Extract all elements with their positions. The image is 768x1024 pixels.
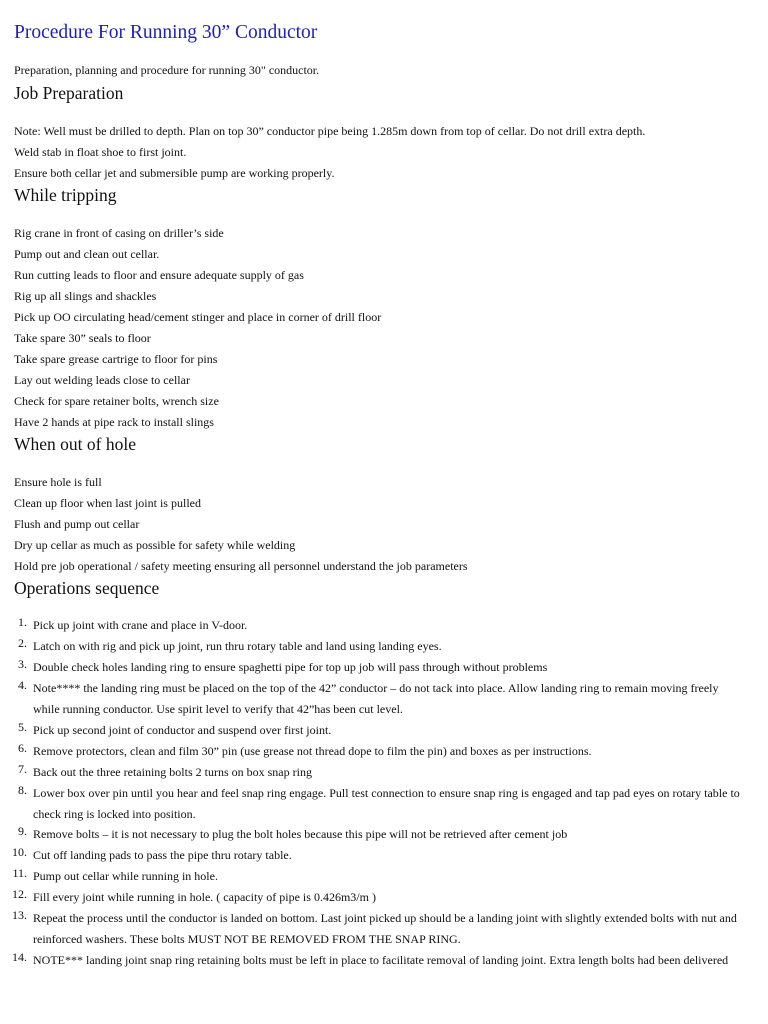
- heading-while-tripping: While tripping: [14, 185, 117, 205]
- item-number: 3.: [18, 657, 27, 671]
- tripping-line: Rig crane in front of casing on driller’s side: [14, 226, 224, 240]
- item-text: Remove bolts – it is not necessary to plug the bolt holes because this pipe will not be retrieved after cement job: [33, 827, 568, 841]
- out-of-hole-line: Hold pre job operational / safety meeting ensuring all personnel understand the job parameters: [14, 559, 468, 573]
- item-text: Fill every joint while running in hole. ( capacity of pipe is 0.426m3/m ): [33, 890, 376, 904]
- item-text: Pump out cellar while running in hole.: [33, 869, 218, 883]
- item-text: Pick up joint with crane and place in V-door.: [33, 618, 248, 632]
- item-number: 7.: [18, 762, 27, 776]
- document-intro: Preparation, planning and procedure for running 30" conductor.: [14, 63, 320, 77]
- tripping-line: Have 2 hands at pipe rack to install slings: [14, 415, 214, 429]
- out-of-hole-line: Ensure hole is full: [14, 475, 102, 489]
- tripping-line: Take spare 30” seals to floor: [14, 331, 151, 345]
- item-text: Double check holes landing ring to ensure spaghetti pipe for top up job will pass through without problems: [33, 660, 548, 674]
- tripping-line: Run cutting leads to floor and ensure adequate supply of gas: [14, 268, 304, 282]
- item-text: Cut off landing pads to pass the pipe thru rotary table.: [33, 848, 292, 862]
- job-prep-line: Note: Well must be drilled to depth. Plan on top 30” conductor pipe being 1.285m down from top of cellar. Do not drill extra depth.: [14, 124, 646, 138]
- item-text: Back out the three retaining bolts 2 turns on box snap ring: [33, 765, 312, 779]
- item-text: Pick up second joint of conductor and suspend over first joint.: [33, 723, 332, 737]
- out-of-hole-line: Dry up cellar as much as possible for safety while welding: [14, 538, 296, 552]
- item-text: Repeat the process until the conductor is landed on bottom. Last joint picked up should be a landing joint with slightly extended bolts with nut and reinforced washers. These bolts MUST NOT BE REMOVED FROM THE SNAP RING.: [33, 911, 737, 946]
- out-of-hole-line: Clean up floor when last joint is pulled: [14, 496, 201, 510]
- item-number: 14.: [12, 950, 27, 964]
- item-text: Lower box over pin until you hear and feel snap ring engage. Pull test connection to ensure snap ring is engaged and tap pad eyes on rotary table to check ring is locked into position.: [33, 786, 740, 821]
- tripping-line: Take spare grease cartrige to floor for pins: [14, 352, 218, 366]
- item-number: 8.: [18, 783, 27, 797]
- item-number: 1.: [18, 615, 27, 629]
- document-title: Procedure For Running 30” Conductor: [14, 22, 318, 43]
- heading-out-of-hole: When out of hole: [14, 434, 136, 454]
- item-number: 4.: [18, 678, 27, 692]
- item-number: 11.: [12, 866, 27, 880]
- tripping-line: Pump out and clean out cellar.: [14, 247, 160, 261]
- item-number: 10.: [12, 845, 27, 859]
- item-text: Latch on with rig and pick up joint, run thru rotary table and land using landing eyes.: [33, 639, 442, 653]
- item-number: 9.: [18, 824, 27, 838]
- item-text: Note**** the landing ring must be placed on the top of the 42” conductor – do not tack into place. Allow landing ring to remain moving freely while running conductor. Use spirit level to verify that 42”has been cut level.: [33, 681, 719, 716]
- item-number: 6.: [18, 741, 27, 755]
- item-number: 5.: [18, 720, 27, 734]
- tripping-line: Check for spare retainer bolts, wrench size: [14, 394, 219, 408]
- item-number: 12.: [12, 887, 27, 901]
- heading-job-preparation: Job Preparation: [14, 83, 124, 103]
- item-text: Remove protectors, clean and film 30” pin (use grease not thread dope to film the pin) and boxes as per instructions.: [33, 744, 592, 758]
- job-prep-line: Ensure both cellar jet and submersible pump are working properly.: [14, 166, 335, 180]
- job-prep-line: Weld stab in float shoe to first joint.: [14, 145, 187, 159]
- tripping-line: Pick up OO circulating head/cement stinger and place in corner of drill floor: [14, 310, 382, 324]
- item-number: 2.: [18, 636, 27, 650]
- heading-operations-sequence: Operations sequence: [14, 578, 160, 598]
- tripping-line: Rig up all slings and shackles: [14, 289, 157, 303]
- out-of-hole-line: Flush and pump out cellar: [14, 517, 140, 531]
- item-text: NOTE*** landing joint snap ring retaining bolts must be left in place to facilitate removal of landing joint. Extra length bolts had been delivered: [33, 953, 729, 967]
- tripping-line: Lay out welding leads close to cellar: [14, 373, 190, 387]
- item-number: 13.: [12, 908, 27, 922]
